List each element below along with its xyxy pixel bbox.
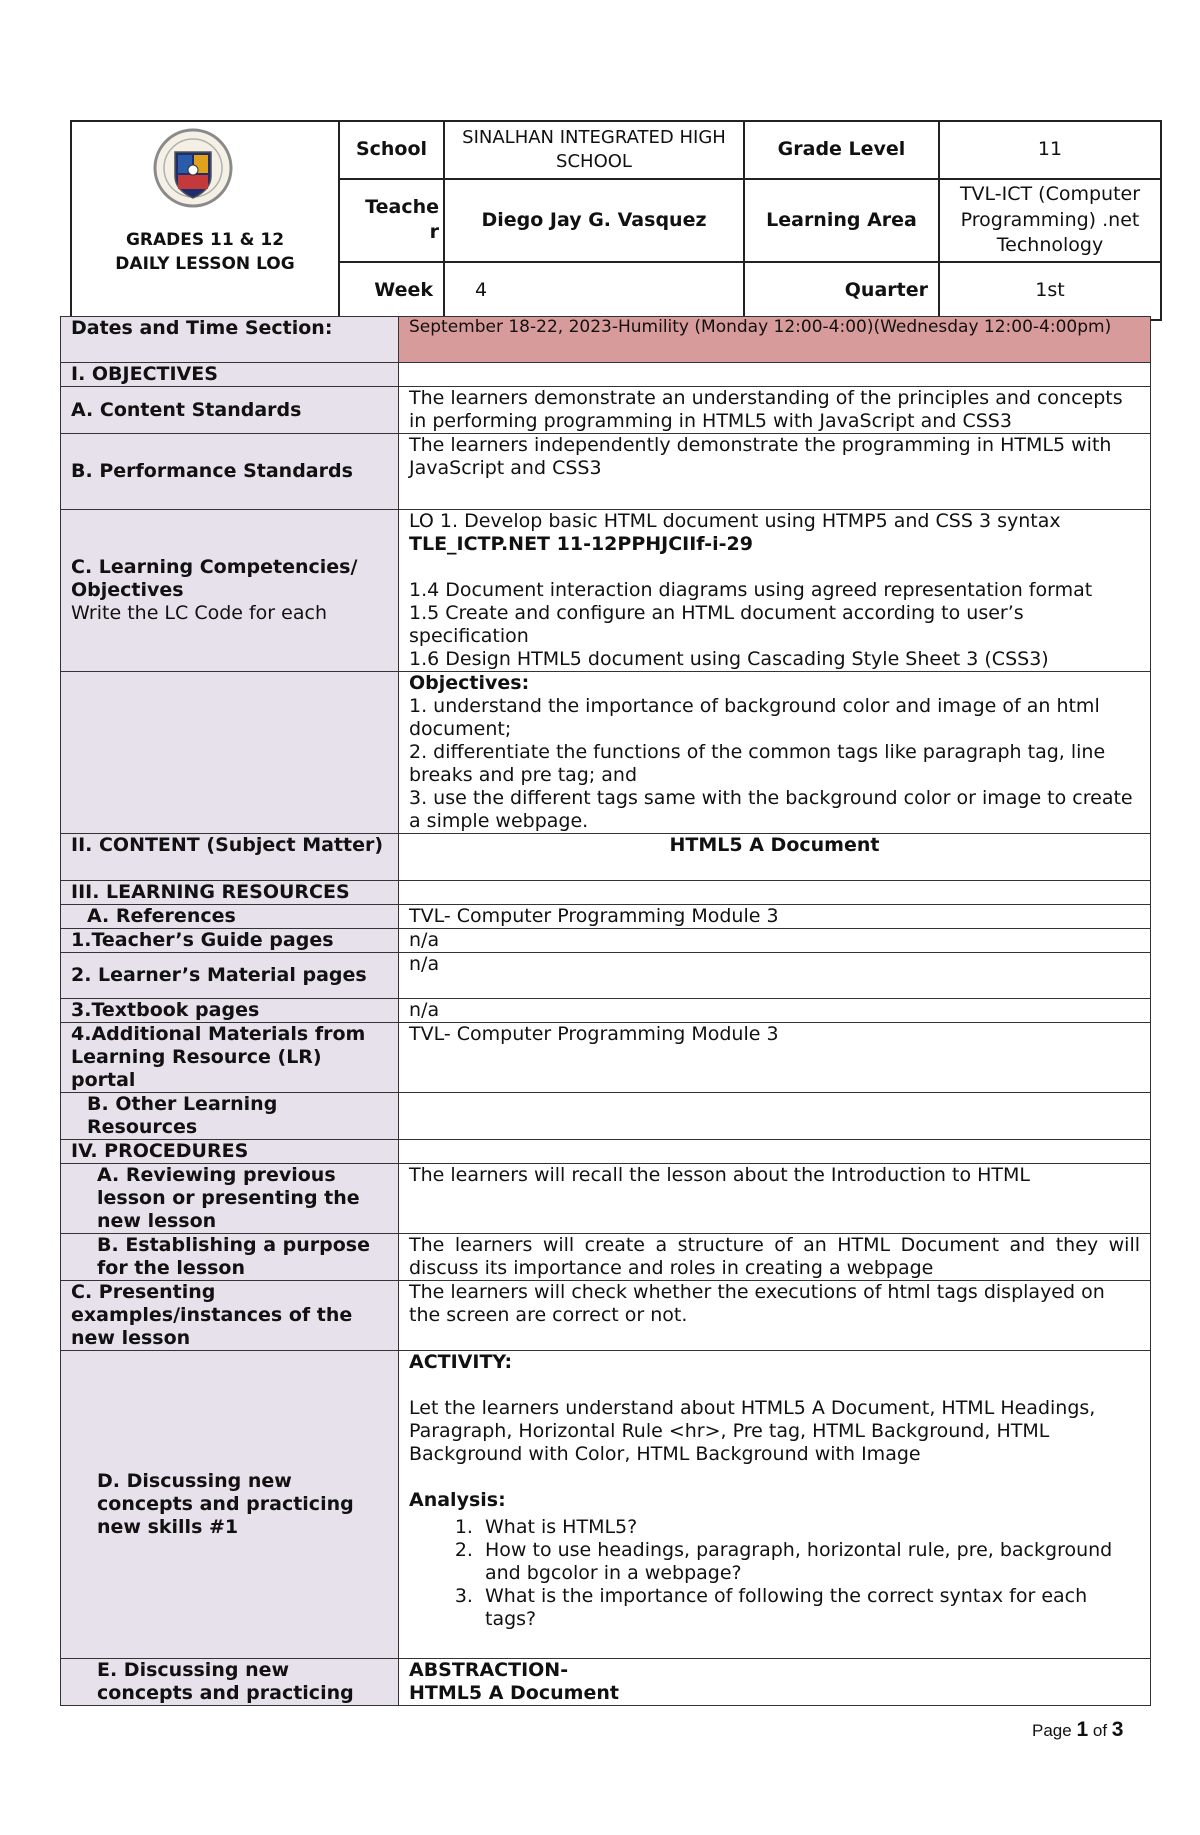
lc-item: 1.6 Design HTML5 document using Cascading Style Sheet 3 (CSS3) — [409, 648, 1049, 670]
abstraction-title: ABSTRACTION- — [409, 1659, 569, 1681]
textbook-label: 3.Textbook pages — [61, 999, 399, 1023]
table-row — [61, 999, 1151, 1023]
establishing-purpose-value: The learners will create a structure of an HTML Document and they will discuss its importance and roles in creating a webpage — [399, 1234, 1151, 1281]
table-row — [61, 953, 1151, 999]
establishing-purpose-label: B. Establishing a purpose for the lesson — [61, 1234, 399, 1281]
page-word: Page — [1032, 1721, 1072, 1740]
table-row — [61, 1281, 1151, 1351]
analysis-list — [409, 1516, 1140, 1631]
teachers-guide-value: n/a — [399, 929, 1151, 953]
table-row — [61, 434, 1151, 510]
performance-standards-value: The learners independently demonstrate the programming in HTML5 with JavaScript and CSS3 — [399, 434, 1151, 510]
quarter-value: 1st — [939, 262, 1161, 320]
table-row — [61, 1351, 1151, 1659]
current-page: 1 — [1076, 1718, 1089, 1741]
learning-competencies-value — [399, 510, 1151, 672]
log-title-line2: DAILY LESSON LOG — [115, 254, 295, 275]
table-row — [61, 834, 1151, 881]
table-row — [61, 1023, 1151, 1093]
learning-area-value: TVL-ICT (Computer Programming) .net Technology — [939, 179, 1161, 262]
discussing-concepts-1-label: D. Discussing new concepts and practicing new skills #1 — [61, 1351, 399, 1659]
dates-label: Dates and Time Section: — [61, 317, 399, 363]
table-row — [61, 387, 1151, 434]
empty-cell — [399, 881, 1151, 905]
total-pages: 3 — [1111, 1718, 1124, 1741]
presenting-examples-value: The learners will check whether the executions of html tags displayed on the screen are correct or not. — [399, 1281, 1151, 1351]
learners-material-value: n/a — [399, 953, 1151, 999]
list-item: 3. What is the importance of following the correct syntax for each tags? — [479, 1585, 1140, 1631]
table-row — [61, 672, 1151, 834]
objective-item: 1. understand the importance of background color and image of an html document; — [409, 695, 1100, 740]
lesson-log-table — [60, 316, 1151, 1706]
list-item: 2. How to use headings, paragraph, horizontal rule, pre, background and bgcolor in a webpage? — [479, 1539, 1140, 1585]
grade-level-value: 11 — [939, 121, 1161, 179]
objectives-title: Objectives: — [409, 672, 530, 694]
table-row — [61, 929, 1151, 953]
page-number — [1032, 1718, 1123, 1742]
table-row — [61, 905, 1151, 929]
activity-title: ACTIVITY: — [409, 1351, 513, 1373]
learners-material-label: 2. Learner’s Material pages — [61, 953, 399, 999]
references-value: TVL- Computer Programming Module 3 — [399, 905, 1151, 929]
table-row — [61, 1659, 1151, 1706]
week-value: 4 — [444, 262, 744, 320]
activity-text: Let the learners understand about HTML5 A Document, HTML Headings, Paragraph, Horizontal Rule <hr>, Pre tag, HTML Background, HTML Background with Color, HTML Background with Image — [409, 1397, 1096, 1465]
grade-level-label: Grade Level — [744, 121, 939, 179]
objective-item: 3. use the different tags same with the background color or image to create a simple webpage. — [409, 787, 1133, 832]
school-label: School — [339, 121, 444, 179]
textbook-value: n/a — [399, 999, 1151, 1023]
discussing-concepts-2-label: E. Discussing new concepts and practicing — [61, 1659, 399, 1706]
analysis-title: Analysis: — [409, 1489, 506, 1511]
table-row — [61, 1234, 1151, 1281]
school-value: SINALHAN INTEGRATED HIGH SCHOOL — [444, 121, 744, 179]
abstraction-value — [399, 1659, 1151, 1706]
school-seal-icon — [148, 128, 238, 208]
reviewing-lesson-value: The learners will recall the lesson about the Introduction to HTML — [399, 1164, 1151, 1234]
lo-statement: LO 1. Develop basic HTML document using HTMP5 and CSS 3 syntax — [409, 510, 1061, 532]
other-resources-label: B. Other Learning Resources — [61, 1093, 399, 1140]
list-item: 1. What is HTML5? — [479, 1516, 1140, 1539]
content-label: II. CONTENT (Subject Matter) — [61, 834, 399, 881]
lc-code: TLE_ICTP.NET 11-12PPHJCIIf-i-29 — [409, 533, 753, 555]
of-word: of — [1092, 1721, 1108, 1740]
lc-item: 1.5 Create and configure an HTML document according to user’s specification — [409, 602, 1024, 647]
content-value: HTML5 A Document — [399, 834, 1151, 881]
additional-materials-label: 4.Additional Materials from Learning Resource (LR) portal — [61, 1023, 399, 1093]
school-logo-cell — [71, 121, 339, 320]
abstraction-text: HTML5 A Document — [409, 1682, 619, 1704]
learning-competencies-title: C. Learning Competencies/ Objectives — [71, 556, 358, 601]
content-standards-value: The learners demonstrate an understanding of the principles and concepts in performing programming in HTML5 with JavaScript and CSS3 — [399, 387, 1151, 434]
teacher-value: Diego Jay G. Vasquez — [444, 179, 744, 262]
table-row — [61, 363, 1151, 387]
log-title-line1: GRADES 11 & 12 — [125, 229, 285, 250]
quarter-label: Quarter — [744, 262, 939, 320]
lc-item: 1.4 Document interaction diagrams using agreed representation format — [409, 579, 1093, 601]
empty-cell — [399, 1140, 1151, 1164]
dates-value: September 18-22, 2023-Humility (Monday 12:00-4:00)(Wednesday 12:00-4:00pm) — [399, 317, 1151, 363]
additional-materials-value: TVL- Computer Programming Module 3 — [399, 1023, 1151, 1093]
empty-cell — [61, 672, 399, 834]
teacher-label: Teache r — [339, 179, 444, 262]
teachers-guide-label: 1.Teacher’s Guide pages — [61, 929, 399, 953]
presenting-examples-label: C. Presenting examples/instances of the new lesson — [61, 1281, 399, 1351]
references-label: A. References — [61, 905, 399, 929]
empty-cell — [399, 1093, 1151, 1140]
table-row — [61, 1093, 1151, 1140]
procedures-heading: IV. PROCEDURES — [61, 1140, 399, 1164]
content-standards-label: A. Content Standards — [61, 387, 399, 434]
discussing-concepts-1-value — [399, 1351, 1151, 1659]
learning-competencies-note: Write the LC Code for each — [71, 602, 327, 624]
table-row — [61, 1164, 1151, 1234]
performance-standards-label: B. Performance Standards — [61, 434, 399, 510]
learning-resources-heading: III. LEARNING RESOURCES — [61, 881, 399, 905]
table-row — [61, 881, 1151, 905]
header-table — [70, 120, 1162, 321]
table-row — [61, 317, 1151, 363]
learning-area-label: Learning Area — [744, 179, 939, 262]
empty-cell — [399, 363, 1151, 387]
reviewing-lesson-label: A. Reviewing previous lesson or presenting the new lesson — [61, 1164, 399, 1234]
objectives-heading: I. OBJECTIVES — [61, 363, 399, 387]
table-row — [61, 1140, 1151, 1164]
objectives-value — [399, 672, 1151, 834]
learning-competencies-label — [61, 510, 399, 672]
week-label: Week — [339, 262, 444, 320]
table-row — [61, 510, 1151, 672]
objective-item: 2. differentiate the functions of the common tags like paragraph tag, line breaks and pre tag; and — [409, 741, 1106, 786]
